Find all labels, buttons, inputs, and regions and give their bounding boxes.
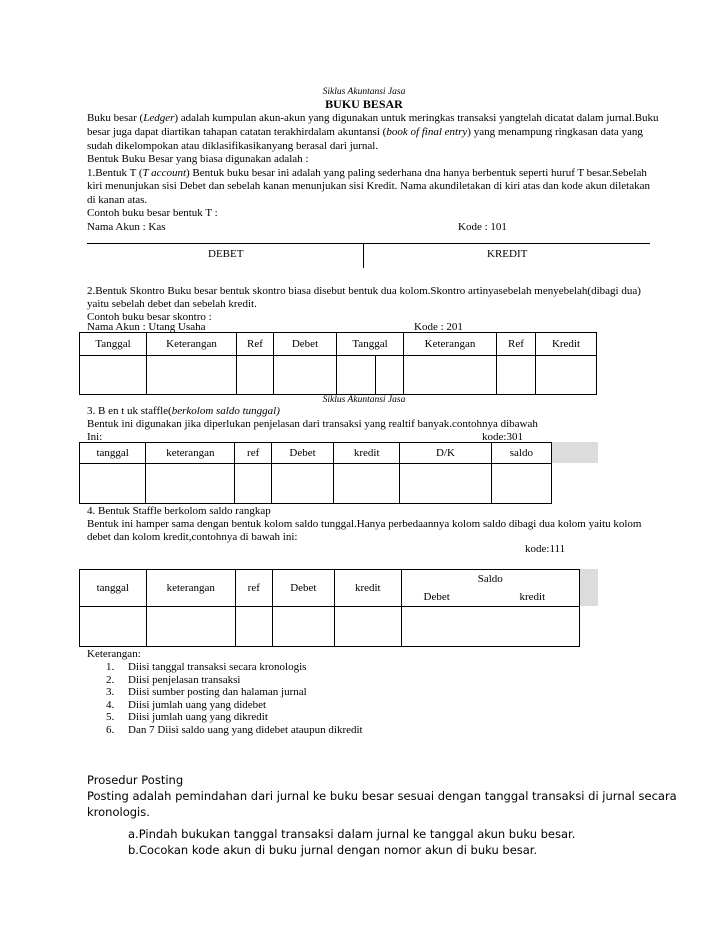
intro-line-3: sudah dikelompokan atau diklasifikasikanyang berasal dari jurnal. bbox=[87, 140, 379, 152]
keterangan-title: Keterangan: bbox=[87, 648, 141, 660]
running-title-2: Siklus Akuntansi Jasa bbox=[322, 395, 406, 405]
t-account-top-line bbox=[87, 243, 650, 244]
skontro-line-1: 2.Bentuk Skontro Buku besar bentuk skontro biasa disebut bentuk dua kolom.Skontro artinyasebelah menyebelah(dibagi dua) bbox=[87, 285, 641, 297]
col-kredit: kredit bbox=[335, 570, 401, 607]
running-title: Siklus Akuntansi Jasa bbox=[322, 87, 406, 97]
col-dk: D/K bbox=[400, 443, 491, 464]
t-account-divider bbox=[363, 243, 364, 268]
col-keterangan: Keterangan bbox=[147, 333, 237, 356]
table-header-row bbox=[80, 443, 552, 464]
t-account-code: Kode : 101 bbox=[458, 221, 507, 233]
intro-line-1: Buku besar (Ledger) adalah kumpulan akun-akun yang digunakan untuk meringkas transaksi yangtelah dicatat dalam jurnal.Buku bbox=[87, 112, 659, 124]
header-shading bbox=[551, 442, 598, 463]
t-account-line-1: 1.Bentuk T (T account) Bentuk buku besar ini adalah yang paling sederhana dna hanya berbentuk seperti huruf T besar.Sebelah bbox=[87, 167, 647, 179]
col-kredit: Kredit bbox=[536, 333, 597, 356]
staffel2-title: 4. Bentuk Staffle berkolom saldo rangkap bbox=[87, 505, 271, 517]
staffel2-line-1: Bentuk ini hamper sama dengan bentuk kolom saldo tunggal.Hanya perbedaannya kolom saldo dibagi dua kolom yaitu kolom bbox=[87, 518, 642, 530]
list-item: 2. Diisi penjelasan transaksi bbox=[106, 673, 241, 686]
skontro-table bbox=[79, 332, 597, 395]
t-account-debet-label: DEBET bbox=[208, 248, 244, 260]
staffel2-code: kode:111 bbox=[525, 543, 566, 555]
col-ref: ref bbox=[235, 570, 272, 607]
col-debet: Debet bbox=[274, 333, 337, 356]
col-ref: Ref bbox=[237, 333, 274, 356]
posting-step-b: b.Cocokan kode akun di buku jurnal dengan nomor akun di buku besar. bbox=[128, 843, 538, 857]
saldo-label: Saldo bbox=[477, 573, 503, 585]
col-tanggal-2: Tanggal bbox=[337, 333, 404, 356]
saldo-kredit-label: kredit bbox=[519, 591, 546, 603]
staffel-code: kode:301 bbox=[482, 431, 523, 443]
staffel2-table bbox=[79, 569, 580, 647]
col-ref: ref bbox=[235, 443, 271, 464]
list-item: 5. Diisi jumlah uang yang dikredit bbox=[106, 711, 268, 723]
list-item: 6. Dan 7 Diisi saldo uang yang didebet ataupun dikredit bbox=[106, 723, 363, 736]
col-kredit: kredit bbox=[334, 443, 400, 464]
t-account-line-2: kiri menunjukan sisi Debet dan sebelah kanan menunjukan sisi Kredit. Nama akundiletakan di kiri atas dan kode akun diletakan bbox=[87, 180, 650, 192]
list-item: 4. Diisi jumlah uang yang didebet bbox=[106, 698, 267, 711]
t-account-line-4: Contoh buku besar bentuk T : bbox=[87, 207, 218, 219]
posting-step-a: a.Pindah bukukan tanggal transaksi dalam jurnal ke tanggal akun buku besar. bbox=[128, 827, 576, 841]
table-row bbox=[80, 464, 552, 504]
col-keterangan: keterangan bbox=[146, 443, 235, 464]
t-account-kredit-label: KREDIT bbox=[487, 248, 528, 260]
col-tanggal: tanggal bbox=[80, 443, 146, 464]
skontro-line-2: yaitu sebelah debet dan sebelah kredit. bbox=[87, 298, 257, 310]
table-row bbox=[80, 607, 580, 647]
intro-line-2: besar juga dapat diartikan tahapan catatan terakhirdalam akuntansi (book of final entry) yang menampung ringkasan data yang bbox=[87, 126, 643, 138]
col-keterangan: keterangan bbox=[146, 570, 235, 607]
header-shading-2 bbox=[579, 569, 598, 606]
saldo-debet-label: Debet bbox=[423, 591, 450, 603]
staffel-title: 3. B en t uk staffle(berkolom saldo tunggal) bbox=[87, 405, 280, 417]
col-tanggal: tanggal bbox=[80, 570, 147, 607]
col-saldo: saldo bbox=[491, 443, 551, 464]
staffel-line-1: Bentuk ini digunakan jika diperlukan penjelasan dari transaksi yang realtif banyak.contohnya dibawah bbox=[87, 418, 538, 430]
skontro-account-code: Kode : 201 bbox=[414, 321, 463, 333]
staffel-line-2: Ini: bbox=[87, 431, 103, 443]
intro-line-4: Bentuk Buku Besar yang biasa digunakan adalah : bbox=[87, 153, 309, 165]
col-saldo bbox=[401, 570, 580, 607]
col-debet: Debet bbox=[272, 570, 334, 607]
table-row bbox=[80, 356, 597, 395]
keterangan-list bbox=[106, 661, 363, 736]
list-item: 3. Diisi sumber posting dan halaman jurnal bbox=[106, 686, 307, 698]
table-header-row bbox=[80, 570, 580, 607]
posting-line-2: kronologis. bbox=[87, 805, 150, 819]
page-heading: BUKU BESAR bbox=[325, 97, 403, 111]
col-ref-2: Ref bbox=[497, 333, 536, 356]
skontro-line-3: Contoh buku besar skontro : bbox=[87, 311, 212, 323]
posting-line-1: Posting adalah pemindahan dari jurnal ke buku besar sesuai dengan tanggal transaksi di jurnal secara bbox=[87, 789, 677, 803]
col-tanggal: Tanggal bbox=[80, 333, 147, 356]
col-debet: Debet bbox=[271, 443, 333, 464]
staffel-table bbox=[79, 442, 552, 504]
t-account-line-3: di kanan atas. bbox=[87, 194, 148, 206]
list-item: 1. Diisi tanggal transaksi secara kronologis bbox=[106, 661, 307, 673]
staffel2-line-2: debet dan kolom kredit,contohnya di bawah ini: bbox=[87, 531, 298, 543]
col-keterangan-2: Keterangan bbox=[404, 333, 497, 356]
t-account-name: Nama Akun : Kas bbox=[87, 221, 166, 233]
posting-title: Prosedur Posting bbox=[87, 773, 184, 787]
table-header-row bbox=[80, 333, 597, 356]
skontro-account-name: Nama Akun : Utang Usaha bbox=[87, 321, 206, 333]
